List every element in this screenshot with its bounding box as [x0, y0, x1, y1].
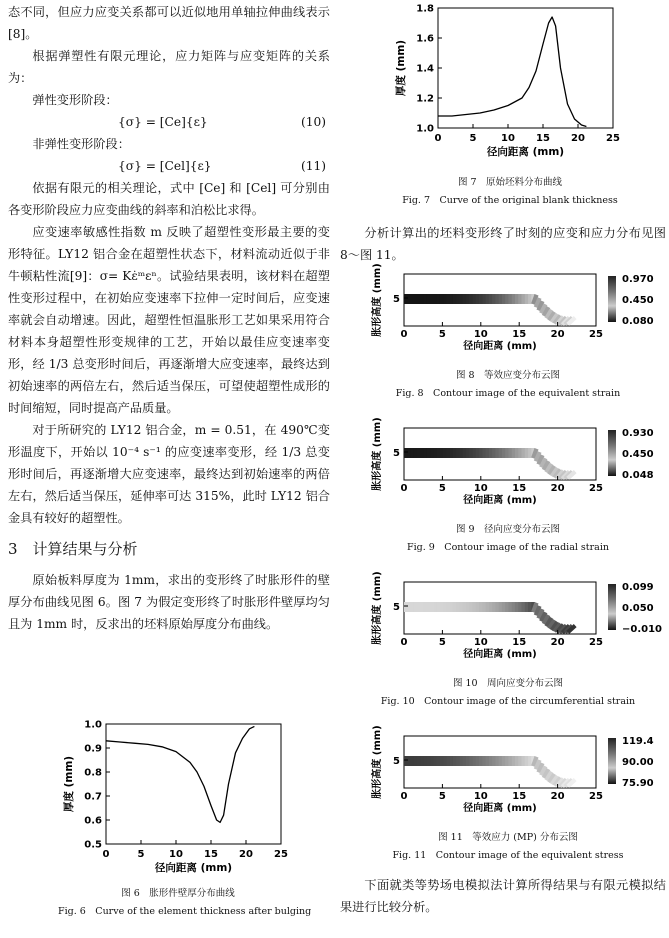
legend-label: 0.050: [622, 603, 654, 614]
contour-cell: [450, 448, 454, 458]
contour-cell: [443, 756, 447, 766]
x-tick-label: 25: [589, 637, 603, 648]
equation-number: (11): [300, 159, 326, 173]
contour-cell: [469, 294, 473, 304]
contour-cell: [495, 294, 499, 304]
contour-cell: [430, 448, 434, 458]
series-line: [106, 726, 254, 822]
contour-cell: [430, 756, 434, 766]
legend-label: 90.00: [622, 757, 654, 768]
contour-cell: [404, 294, 408, 304]
contour-cell: [486, 294, 490, 304]
plot-frame: [106, 724, 281, 844]
y-tick-label: 5: [393, 448, 400, 459]
contour-cell: [433, 448, 437, 458]
contour-cell: [469, 448, 473, 458]
contour-cell: [404, 756, 408, 766]
contour-cell: [515, 756, 519, 766]
legend-colorbar: [608, 738, 616, 784]
contour-cell: [411, 448, 415, 458]
contour-cell: [437, 602, 441, 612]
contour-cell: [528, 602, 532, 612]
contour-cell: [518, 602, 522, 612]
x-tick-label: 0: [400, 483, 408, 494]
contour-cell: [473, 294, 477, 304]
contour-cell: [417, 756, 421, 766]
figure-7: [390, 0, 630, 208]
contour-cell: [492, 602, 496, 612]
contour-cell: [482, 448, 486, 458]
contour-cell: [453, 602, 457, 612]
contour-cell: [466, 756, 470, 766]
y-axis-label: 厚度 (mm): [63, 755, 75, 813]
contour-cell: [466, 602, 470, 612]
y-axis-label: 胀形高度 (mm): [372, 417, 383, 491]
contour-cell: [522, 448, 526, 458]
contour-cell: [407, 294, 411, 304]
y-tick-label: 1.2: [416, 93, 434, 105]
x-tick-label: 10: [473, 637, 488, 648]
contour-cell: [411, 602, 415, 612]
x-tick-label: 15: [512, 483, 527, 494]
contour-cell: [525, 294, 529, 304]
x-tick-label: 10: [473, 483, 488, 494]
y-tick-label: 1.6: [416, 33, 434, 45]
figure-6: [58, 716, 312, 919]
x-tick-label: 10: [473, 791, 488, 802]
contour-cell: [479, 602, 483, 612]
contour-cell: [489, 756, 493, 766]
left-column: [8, 0, 330, 635]
contour-cell: [446, 602, 450, 612]
contour-cell: [456, 602, 460, 612]
x-axis-label: 径向距离 (mm): [154, 862, 233, 874]
contour-cell: [424, 756, 428, 766]
figure-caption-cn: 图 9 径向应变分布云图: [455, 524, 561, 535]
x-axis-label: 径向距离 (mm): [463, 803, 537, 814]
x-tick-label: 20: [571, 133, 585, 144]
contour-cell: [443, 294, 447, 304]
contour-cell: [456, 756, 460, 766]
figure-caption-en: Fig. 6 Curve of the element thickness after bulging: [58, 906, 312, 917]
y-axis-label: 胀形高度 (mm): [372, 571, 383, 645]
contour-cell: [522, 294, 526, 304]
contour-cell: [404, 448, 408, 458]
contour-cell: [505, 756, 509, 766]
contour-cell: [420, 756, 424, 766]
contour-cell: [489, 448, 493, 458]
series-line: [438, 17, 586, 127]
contour-cell: [522, 602, 526, 612]
y-tick-label: 0.9: [84, 743, 102, 755]
x-tick-label: 15: [512, 637, 527, 648]
legend-label: 0.048: [622, 470, 654, 481]
contour-cell: [453, 448, 457, 458]
x-tick-label: 15: [536, 133, 550, 144]
contour-cell: [453, 294, 457, 304]
figure-caption-cn: 图 8 等效应变分布云图: [455, 370, 561, 381]
contour-cell: [446, 294, 450, 304]
contour-cell: [525, 448, 529, 458]
equation-text: {σ} = [Ce]{ε}: [118, 115, 208, 129]
legend-label: 0.099: [622, 582, 654, 593]
legend-label: 75.90: [622, 778, 654, 789]
y-tick-label: 0.7: [84, 791, 102, 803]
elastic-stage-label: 弹性变形阶段：: [32, 93, 118, 107]
x-tick-label: 0: [102, 849, 110, 860]
paragraph: 原始板料厚度为 1mm，求出的变形终了时胀形件的壁厚分布曲线见图 6。图 7 为假定变形终了时胀形件壁厚均匀且为 1mm 时，反求出的坯料原始厚度分布曲线。: [8, 573, 330, 631]
x-tick-label: 0: [434, 133, 442, 144]
x-tick-label: 5: [438, 637, 446, 648]
x-tick-label: 25: [606, 133, 620, 144]
y-axis-label: 厚度 (mm): [395, 39, 407, 97]
contour-cell: [476, 448, 480, 458]
x-tick-label: 10: [501, 133, 515, 144]
x-tick-label: 25: [589, 329, 603, 340]
x-tick-label: 20: [550, 637, 565, 648]
x-tick-label: 5: [438, 483, 446, 494]
x-tick-label: 20: [239, 849, 253, 860]
inelastic-stage-label: 非弹性变形阶段：: [32, 137, 130, 151]
figure-11: [358, 725, 658, 863]
contour-cell: [508, 756, 512, 766]
contour-cell: [492, 756, 496, 766]
y-tick-label: 1.8: [416, 3, 434, 15]
contour-cell: [446, 756, 450, 766]
contour-cell: [443, 602, 447, 612]
y-tick-label: 1.0: [416, 123, 434, 135]
contour-cell: [495, 602, 499, 612]
y-tick-label: 0.8: [84, 767, 102, 779]
contour-cell: [499, 602, 503, 612]
contour-cell: [459, 294, 463, 304]
contour-cell: [518, 294, 522, 304]
contour-cell: [495, 756, 499, 766]
figure-8: [358, 263, 658, 401]
x-tick-label: 0: [400, 637, 408, 648]
legend-label: 119.4: [622, 736, 654, 747]
contour-cell: [456, 448, 460, 458]
contour-cell: [479, 294, 483, 304]
contour-cell: [450, 756, 454, 766]
legend-label: 0.930: [622, 428, 654, 439]
right-paragraph: [340, 874, 666, 918]
contour-cell: [515, 602, 519, 612]
contour-cell: [528, 448, 532, 458]
legend-colorbar: [608, 584, 616, 630]
contour-cell: [450, 294, 454, 304]
contour-cell: [469, 756, 473, 766]
paragraph: 根据弹塑性有限元理论，应力矩阵与应变矩阵的关系为：: [8, 49, 330, 85]
contour-cell: [407, 602, 411, 612]
contour-cell: [430, 602, 434, 612]
contour-cell: [489, 294, 493, 304]
contour-cell: [437, 756, 441, 766]
contour-cell: [459, 756, 463, 766]
thickness-chart: [58, 716, 298, 878]
contour-cell: [463, 602, 467, 612]
paragraph: 分析计算出的坯料变形终了时刻的应变和应力分布见图 8～图 11。: [340, 226, 666, 262]
contour-cell: [476, 602, 480, 612]
contour-cell: [486, 756, 490, 766]
contour-cell: [440, 602, 444, 612]
contour-cell: [476, 294, 480, 304]
contour-cell: [492, 448, 496, 458]
y-axis-label: 胀形高度 (mm): [372, 725, 383, 799]
figure-caption-en: Fig. 9 Contour image of the radial strain: [407, 542, 609, 553]
contour-cell: [414, 602, 418, 612]
contour-cell: [492, 294, 496, 304]
contour-chart: [358, 263, 658, 352]
x-axis-label: 径向距离 (mm): [486, 146, 565, 158]
contour-cell: [427, 602, 431, 612]
contour-cell: [473, 448, 477, 458]
x-axis-label: 径向距离 (mm): [463, 495, 537, 506]
legend-label: 0.970: [622, 274, 654, 285]
contour-cell: [505, 448, 509, 458]
y-tick-label: 5: [393, 756, 400, 767]
contour-cell: [502, 448, 506, 458]
contour-cell: [420, 448, 424, 458]
contour-cell: [459, 602, 463, 612]
contour-cell: [411, 756, 415, 766]
contour-cell: [499, 756, 503, 766]
contour-cell: [508, 448, 512, 458]
contour-cell: [466, 448, 470, 458]
y-tick-label: 1.0: [84, 719, 102, 731]
contour-cell: [440, 294, 444, 304]
contour-cell: [525, 756, 529, 766]
contour-chart: [358, 725, 658, 814]
figure-caption-en: Fig. 10 Contour image of the circumferential strain: [380, 696, 636, 707]
contour-cell: [417, 602, 421, 612]
figure-caption-en: Fig. 11 Contour image of the equivalent stress: [392, 850, 624, 861]
x-tick-label: 25: [589, 791, 603, 802]
figure-caption-cn: 图 10 周向应变分布云图: [452, 678, 564, 689]
contour-cell: [430, 294, 434, 304]
contour-cell: [404, 602, 408, 612]
x-tick-label: 20: [550, 329, 565, 340]
contour-cell: [437, 294, 441, 304]
contour-cell: [414, 448, 418, 458]
contour-cell: [473, 756, 477, 766]
contour-cell: [512, 756, 516, 766]
contour-cell: [420, 602, 424, 612]
equation-number: (10): [300, 115, 326, 129]
paragraph: 依据有限元的相关理论，式中 [Ce] 和 [Cel] 可分别由各变形阶段应力应变曲线的斜率和泊松比求得。: [8, 181, 330, 217]
contour-cell: [512, 448, 516, 458]
legend-label: 0.450: [622, 449, 654, 460]
contour-cell: [437, 448, 441, 458]
contour-cell: [522, 756, 526, 766]
legend-label: 0.450: [622, 295, 654, 306]
x-tick-label: 15: [512, 791, 527, 802]
x-tick-label: 5: [438, 791, 446, 802]
figure-caption-cn: 图 6 胀形件壁厚分布曲线: [121, 888, 235, 899]
figure-10: [358, 571, 663, 709]
contour-cell: [427, 756, 431, 766]
contour-cell: [518, 756, 522, 766]
contour-cell: [508, 602, 512, 612]
contour-cell: [414, 294, 418, 304]
contour-cell: [479, 448, 483, 458]
contour-cell: [463, 294, 467, 304]
contour-cell: [482, 602, 486, 612]
x-tick-label: 10: [473, 329, 488, 340]
contour-cell: [499, 448, 503, 458]
contour-cell: [528, 756, 532, 766]
contour-cell: [446, 448, 450, 458]
y-axis-label: 胀形高度 (mm): [372, 263, 383, 337]
x-axis-label: 径向距离 (mm): [463, 341, 537, 352]
x-tick-label: 25: [274, 849, 288, 860]
contour-cell: [515, 448, 519, 458]
contour-cell: [463, 756, 467, 766]
contour-cell: [440, 756, 444, 766]
legend-label: −0.010: [622, 624, 663, 635]
figure-9: [358, 417, 658, 555]
figure-caption-cn: 图 11 等效应力 (MP) 分布云图: [438, 832, 578, 843]
contour-cell: [512, 294, 516, 304]
y-tick-label: 0.5: [84, 839, 102, 851]
contour-cell: [515, 294, 519, 304]
contour-cell: [433, 602, 437, 612]
x-tick-label: 5: [469, 133, 477, 144]
contour-cell: [479, 756, 483, 766]
contour-cell: [518, 448, 522, 458]
contour-cell: [482, 756, 486, 766]
contour-cell: [450, 602, 454, 612]
paragraph: 应变速率敏感性指数 m 反映了超塑性变形最主要的变形特征。LY12 铝合金在超塑性状态下，材料流动近似于非牛顿粘性流[9]：σ= Kε̇ᵐεⁿ。试验结果表明，该材料在超塑性变形过程中，在初始应变速率下拉伸一定时间后，应变速率就会自动增速。因此，超塑性恒温胀形工艺如果采用符合材料本身超塑性形变规律的工艺，开始以最佳应变速率变形，经 1/3 总变形时间后，再逐渐增大应变速率，最终达到初始速率的两倍左右，然后适当保压，可望使超塑性成形的时间缩短，同时提高产品质量。: [8, 225, 330, 415]
contour-cell: [473, 602, 477, 612]
legend-colorbar: [608, 430, 616, 476]
contour-cell: [502, 294, 506, 304]
contour-cell: [476, 756, 480, 766]
x-tick-label: 20: [550, 791, 565, 802]
figure-caption-en: Fig. 8 Contour image of the equivalent strain: [395, 388, 621, 399]
contour-cell: [411, 294, 415, 304]
contour-cell: [414, 756, 418, 766]
contour-cell: [466, 294, 470, 304]
contour-cell: [407, 756, 411, 766]
contour-cell: [505, 602, 509, 612]
right-paragraph: [340, 222, 666, 266]
contour-cell: [424, 602, 428, 612]
contour-cell: [508, 294, 512, 304]
equation-11: [8, 155, 330, 177]
contour-cell: [486, 448, 490, 458]
contour-cell: [463, 448, 467, 458]
contour-cell: [443, 448, 447, 458]
figure-caption-cn: 图 7 原始坯料分布曲线: [457, 177, 563, 188]
contour-cell: [456, 294, 460, 304]
contour-cell: [502, 602, 506, 612]
x-tick-label: 5: [438, 329, 446, 340]
contour-cell: [482, 294, 486, 304]
contour-cell: [424, 448, 428, 458]
contour-cell: [417, 294, 421, 304]
contour-cell: [433, 756, 437, 766]
x-tick-label: 15: [512, 329, 527, 340]
y-tick-label: 1.4: [416, 63, 434, 75]
contour-cell: [505, 294, 509, 304]
x-tick-label: 10: [169, 849, 183, 860]
blank-thickness-chart: [390, 0, 630, 165]
contour-cell: [525, 602, 529, 612]
x-tick-label: 0: [400, 791, 408, 802]
paragraph: 对于所研究的 LY12 铝合金，m = 0.51，在 490℃变形温度下，开始以 10⁻⁴ s⁻¹ 的应变速率变形，经 1/3 总变形时间后，再逐渐增大应变速率，最终达到初始速率的两倍左右，然后适当保压，延伸率可达 315%，此时 LY12 铝合金具有较好的超塑性。: [8, 423, 330, 525]
x-tick-label: 5: [137, 849, 145, 860]
contour-cell: [512, 602, 516, 612]
contour-cell: [469, 602, 473, 612]
contour-cell: [502, 756, 506, 766]
contour-cell: [420, 294, 424, 304]
contour-cell: [486, 602, 490, 612]
section-heading: 3 计算结果与分析: [8, 540, 138, 558]
legend-colorbar: [608, 276, 616, 322]
contour-cell: [495, 448, 499, 458]
contour-cell: [499, 294, 503, 304]
equation-10: [8, 111, 330, 133]
paragraph: 态不同，但应力应变关系都可以近似地用单轴拉伸曲线表示[8]。: [8, 5, 330, 41]
contour-cell: [453, 756, 457, 766]
paragraph: 下面就类等势场电模拟法计算所得结果与有限元模拟结果进行比较分析。: [340, 878, 666, 914]
y-tick-label: 5: [393, 602, 400, 613]
x-tick-label: 0: [400, 329, 408, 340]
x-tick-label: 25: [589, 483, 603, 494]
contour-cell: [407, 448, 411, 458]
contour-cell: [433, 294, 437, 304]
figure-caption-en: Fig. 7 Curve of the original blank thickness: [402, 195, 618, 206]
contour-chart: [358, 571, 663, 660]
x-tick-label: 15: [204, 849, 218, 860]
contour-cell: [424, 294, 428, 304]
y-tick-label: 0.6: [84, 815, 102, 827]
contour-cell: [489, 602, 493, 612]
contour-cell: [427, 448, 431, 458]
contour-chart: [358, 417, 658, 506]
plot-frame: [438, 8, 613, 128]
legend-label: 0.080: [622, 316, 654, 327]
equation-text: {σ} = [Cel]{ε}: [118, 159, 212, 173]
contour-cell: [417, 448, 421, 458]
y-tick-label: 5: [393, 294, 400, 305]
contour-cell: [459, 448, 463, 458]
x-tick-label: 20: [550, 483, 565, 494]
contour-cell: [440, 448, 444, 458]
contour-cell: [427, 294, 431, 304]
contour-cell: [528, 294, 532, 304]
x-axis-label: 径向距离 (mm): [463, 649, 537, 660]
